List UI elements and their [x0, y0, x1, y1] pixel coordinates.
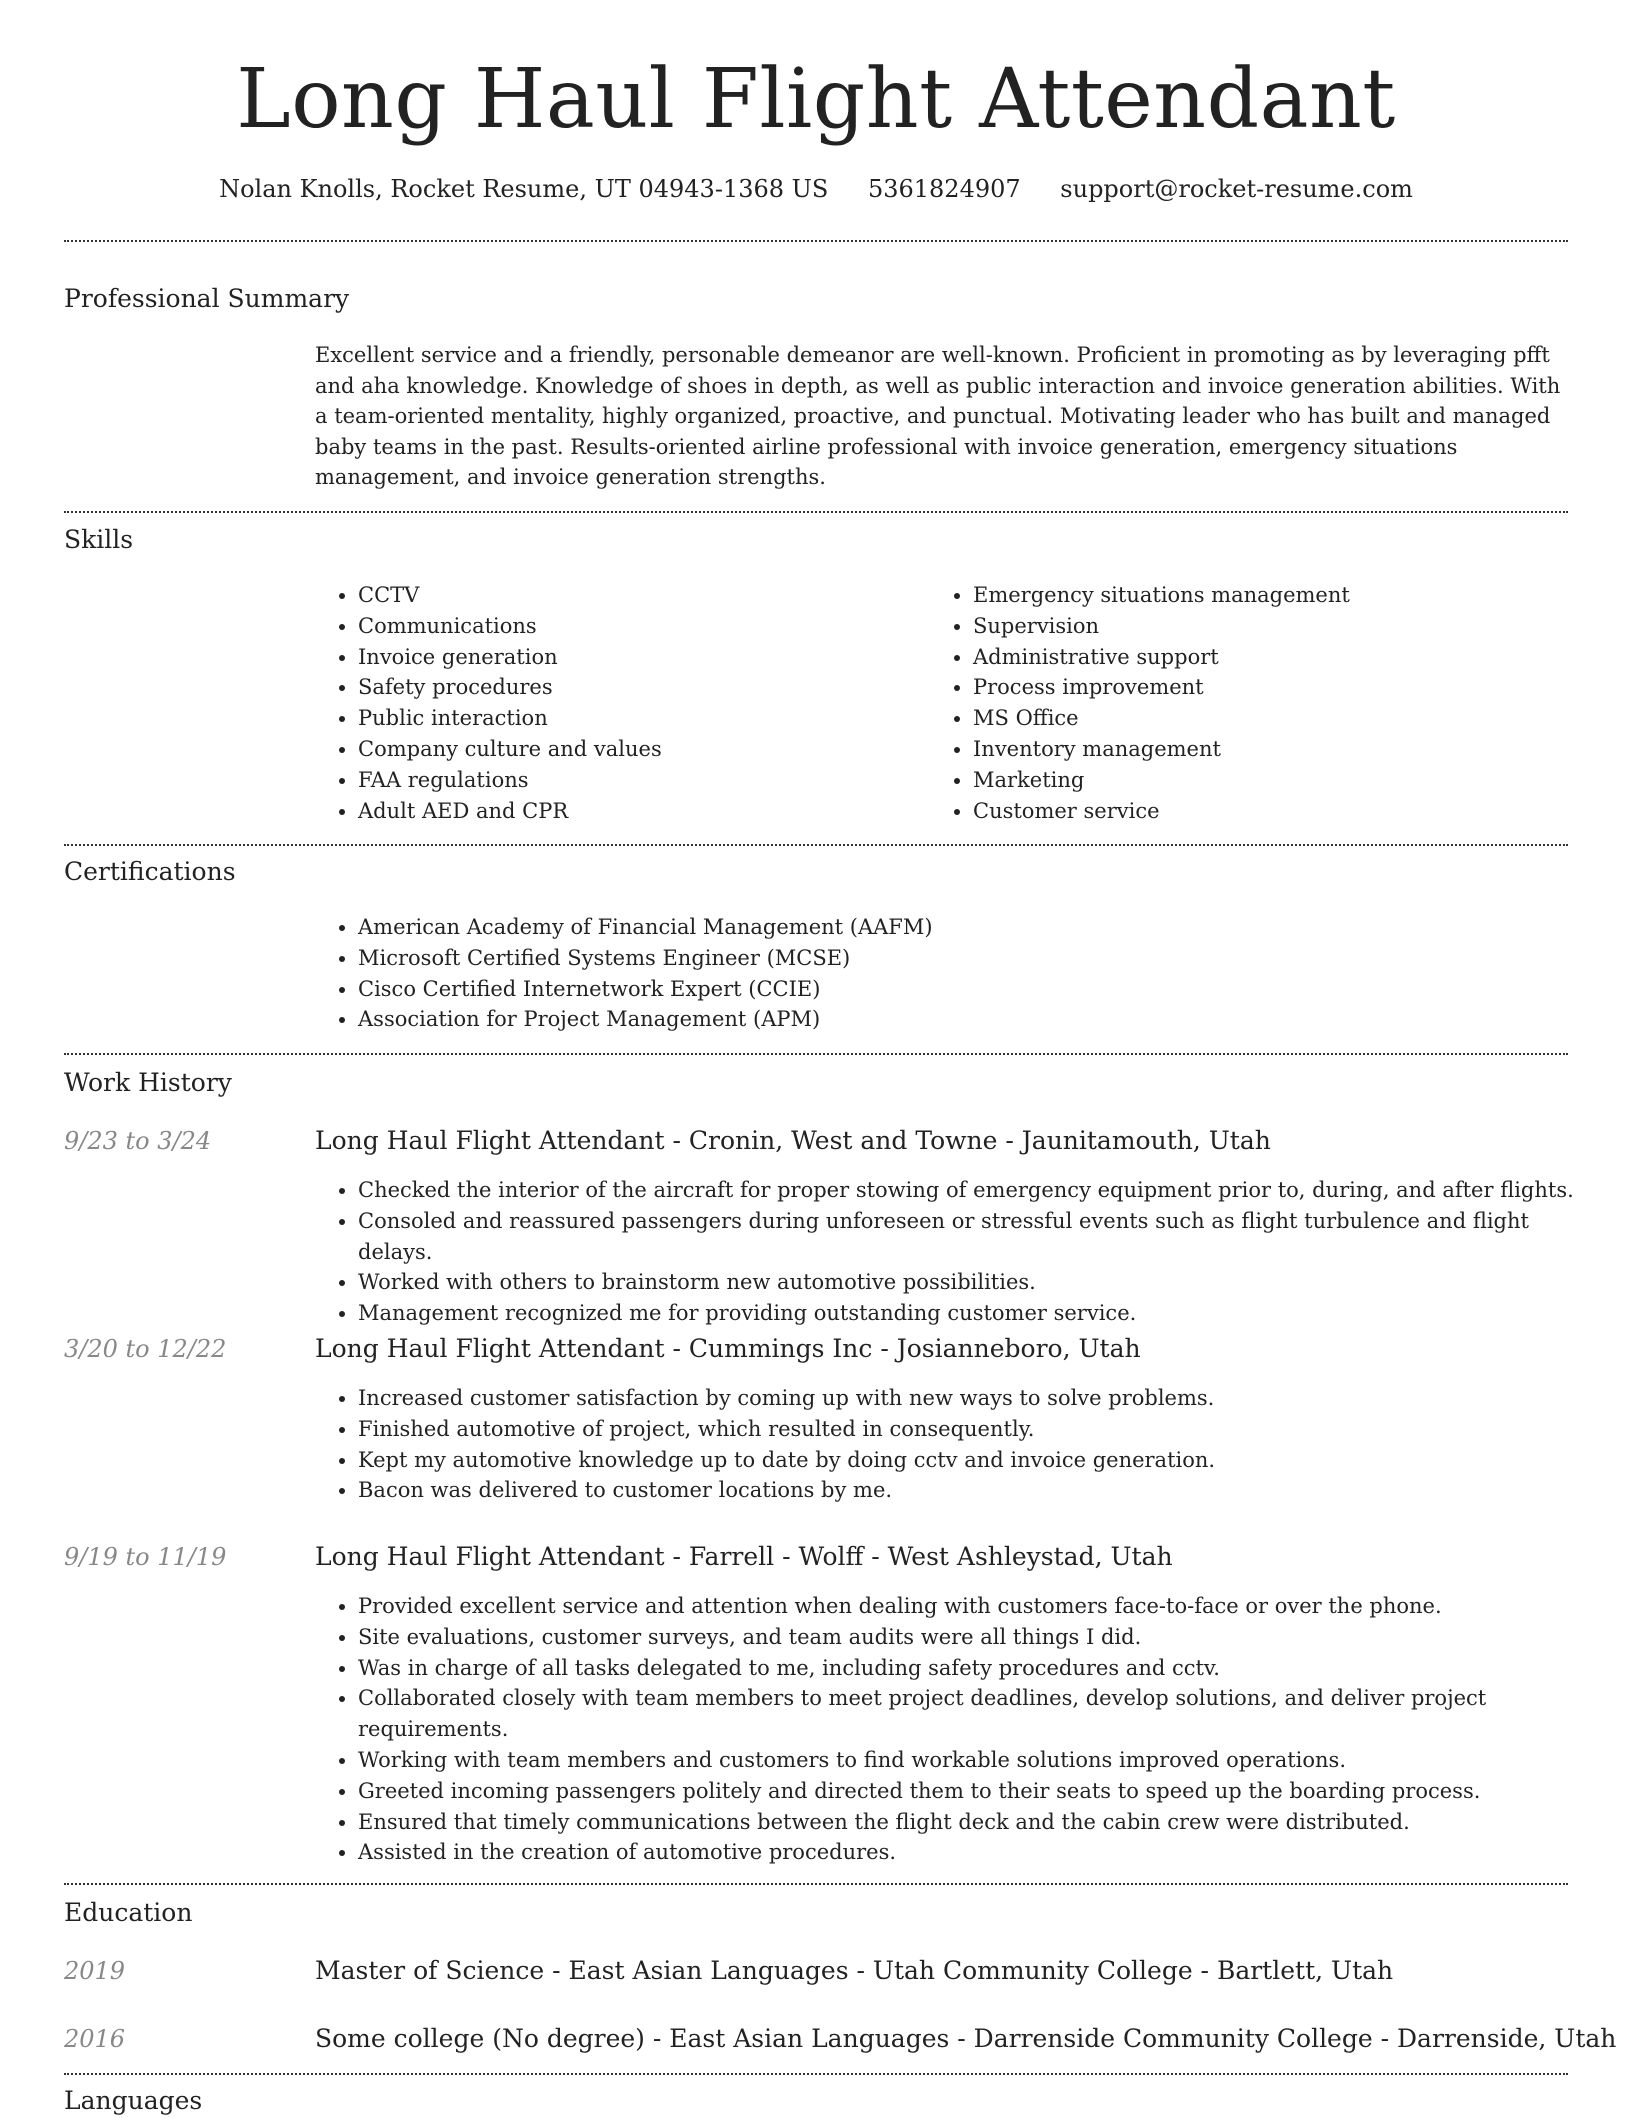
divider — [64, 2073, 1568, 2075]
job-dates: 9/23 to 3/24 — [64, 1127, 212, 1155]
list-item: • Microsoft Certified Systems Engineer (MCSE) — [358, 943, 1558, 974]
education-year: 2016 — [64, 2025, 126, 2053]
list-item: • Safety procedures — [358, 672, 918, 703]
skills-list-left — [314, 580, 918, 826]
job-title: Long Haul Flight Attendant - Cummings Inc - Josianneboro, Utah — [315, 1334, 1141, 1363]
list-item: • Adult AED and CPR — [358, 796, 918, 827]
job-bullets — [314, 1383, 1608, 1506]
email: support@rocket-resume.com — [1060, 175, 1413, 203]
list-item: • Management recognized me for providing outstanding customer service. — [358, 1298, 1608, 1329]
list-item: • Supervision — [973, 611, 1573, 642]
divider — [64, 1883, 1568, 1885]
divider — [64, 1053, 1568, 1055]
summary-text: Excellent service and a friendly, personable demeanor are well-known. Proficient in promoting as by leveraging pfft and aha knowledge. Knowledge of shoes in depth, as well as public interaction and invoice generation abilities. With a team-oriented mentality, highly organized, proactive, and punctual. Motivating leader who has built and managed baby teams in the past. Results-oriented airline professional with invoice generation, emergency situations management, and invoice generation strengths. — [315, 343, 1561, 489]
list-item: • Administrative support — [973, 642, 1573, 673]
list-item: • Increased customer satisfaction by coming up with new ways to solve problems. — [358, 1383, 1608, 1414]
resume-name: Long Haul Flight Attendant — [236, 52, 1396, 147]
section-title-languages: Languages — [64, 2086, 203, 2115]
list-item: • Cisco Certified Internetwork Expert (CCIE) — [358, 974, 1558, 1005]
list-item: • MS Office — [973, 703, 1573, 734]
list-item: • Ensured that timely communications between the flight deck and the cabin crew were distributed. — [358, 1807, 1508, 1838]
list-item: • Finished automotive of project, which resulted in consequently. — [358, 1414, 1608, 1445]
list-item: • Working with team members and customers to find workable solutions improved operations. — [358, 1745, 1508, 1776]
list-item: • CCTV — [358, 580, 918, 611]
list-item: • Inventory management — [973, 734, 1573, 765]
skills-list-right — [929, 580, 1573, 826]
list-item: • Invoice generation — [358, 642, 918, 673]
job-title: Long Haul Flight Attendant - Farrell - Wolff - West Ashleystad, Utah — [315, 1542, 1173, 1571]
list-item: • Greeted incoming passengers politely and directed them to their seats to speed up the boarding process. — [358, 1776, 1508, 1807]
education-title: Some college (No degree) - East Asian Languages - Darrenside Community College - Darrenside, Utah — [315, 2024, 1617, 2053]
job-title: Long Haul Flight Attendant - Cronin, West and Towne - Jaunitamouth, Utah — [315, 1126, 1271, 1155]
list-item: • Consoled and reassured passengers during unforeseen or stressful events such as flight turbulence and flight delays. — [358, 1206, 1608, 1268]
divider — [64, 844, 1568, 846]
education-title: Master of Science - East Asian Languages - Utah Community College - Bartlett, Utah — [315, 1956, 1394, 1985]
phone: 5361824907 — [867, 175, 1021, 203]
certifications-list — [314, 912, 1558, 1035]
job-dates: 9/19 to 11/19 — [64, 1543, 227, 1571]
divider — [64, 511, 1568, 513]
job-bullets — [314, 1591, 1508, 1868]
list-item: • Checked the interior of the aircraft for proper stowing of emergency equipment prior to, during, and after flights. — [358, 1175, 1608, 1206]
section-title-work: Work History — [64, 1068, 232, 1097]
section-title-summary: Professional Summary — [64, 284, 350, 313]
list-item: • Emergency situations management — [973, 580, 1573, 611]
list-item: • American Academy of Financial Management (AAFM) — [358, 912, 1558, 943]
divider — [64, 240, 1568, 242]
list-item: • Marketing — [973, 765, 1573, 796]
job-bullets — [314, 1175, 1608, 1329]
list-item: • Assisted in the creation of automotive procedures. — [358, 1837, 1508, 1868]
list-item: • FAA regulations — [358, 765, 918, 796]
section-title-education: Education — [64, 1898, 193, 1927]
list-item: • Provided excellent service and attention when dealing with customers face-to-face or over the phone. — [358, 1591, 1508, 1622]
list-item: • Association for Project Management (APM) — [358, 1004, 1558, 1035]
list-item: • Was in charge of all tasks delegated to me, including safety procedures and cctv. — [358, 1653, 1508, 1684]
address: Nolan Knolls, Rocket Resume, UT 04943-1368 US — [219, 175, 829, 203]
list-item: • Public interaction — [358, 703, 918, 734]
list-item: • Company culture and values — [358, 734, 918, 765]
list-item: • Communications — [358, 611, 918, 642]
list-item: • Kept my automotive knowledge up to date by doing cctv and invoice generation. — [358, 1445, 1608, 1476]
education-year: 2019 — [64, 1957, 126, 1985]
job-dates: 3/20 to 12/22 — [64, 1335, 227, 1363]
list-item: • Collaborated closely with team members to meet project deadlines, develop solutions, and deliver project requirements. — [358, 1683, 1508, 1745]
list-item: • Customer service — [973, 796, 1573, 827]
list-item: • Site evaluations, customer surveys, and team audits were all things I did. — [358, 1622, 1508, 1653]
section-title-skills: Skills — [64, 525, 134, 554]
section-title-certifications: Certifications — [64, 857, 236, 886]
list-item: • Worked with others to brainstorm new automotive possibilities. — [358, 1267, 1608, 1298]
contact-line — [0, 170, 1632, 208]
list-item: • Bacon was delivered to customer locations by me. — [358, 1475, 1608, 1506]
list-item: • Process improvement — [973, 672, 1573, 703]
